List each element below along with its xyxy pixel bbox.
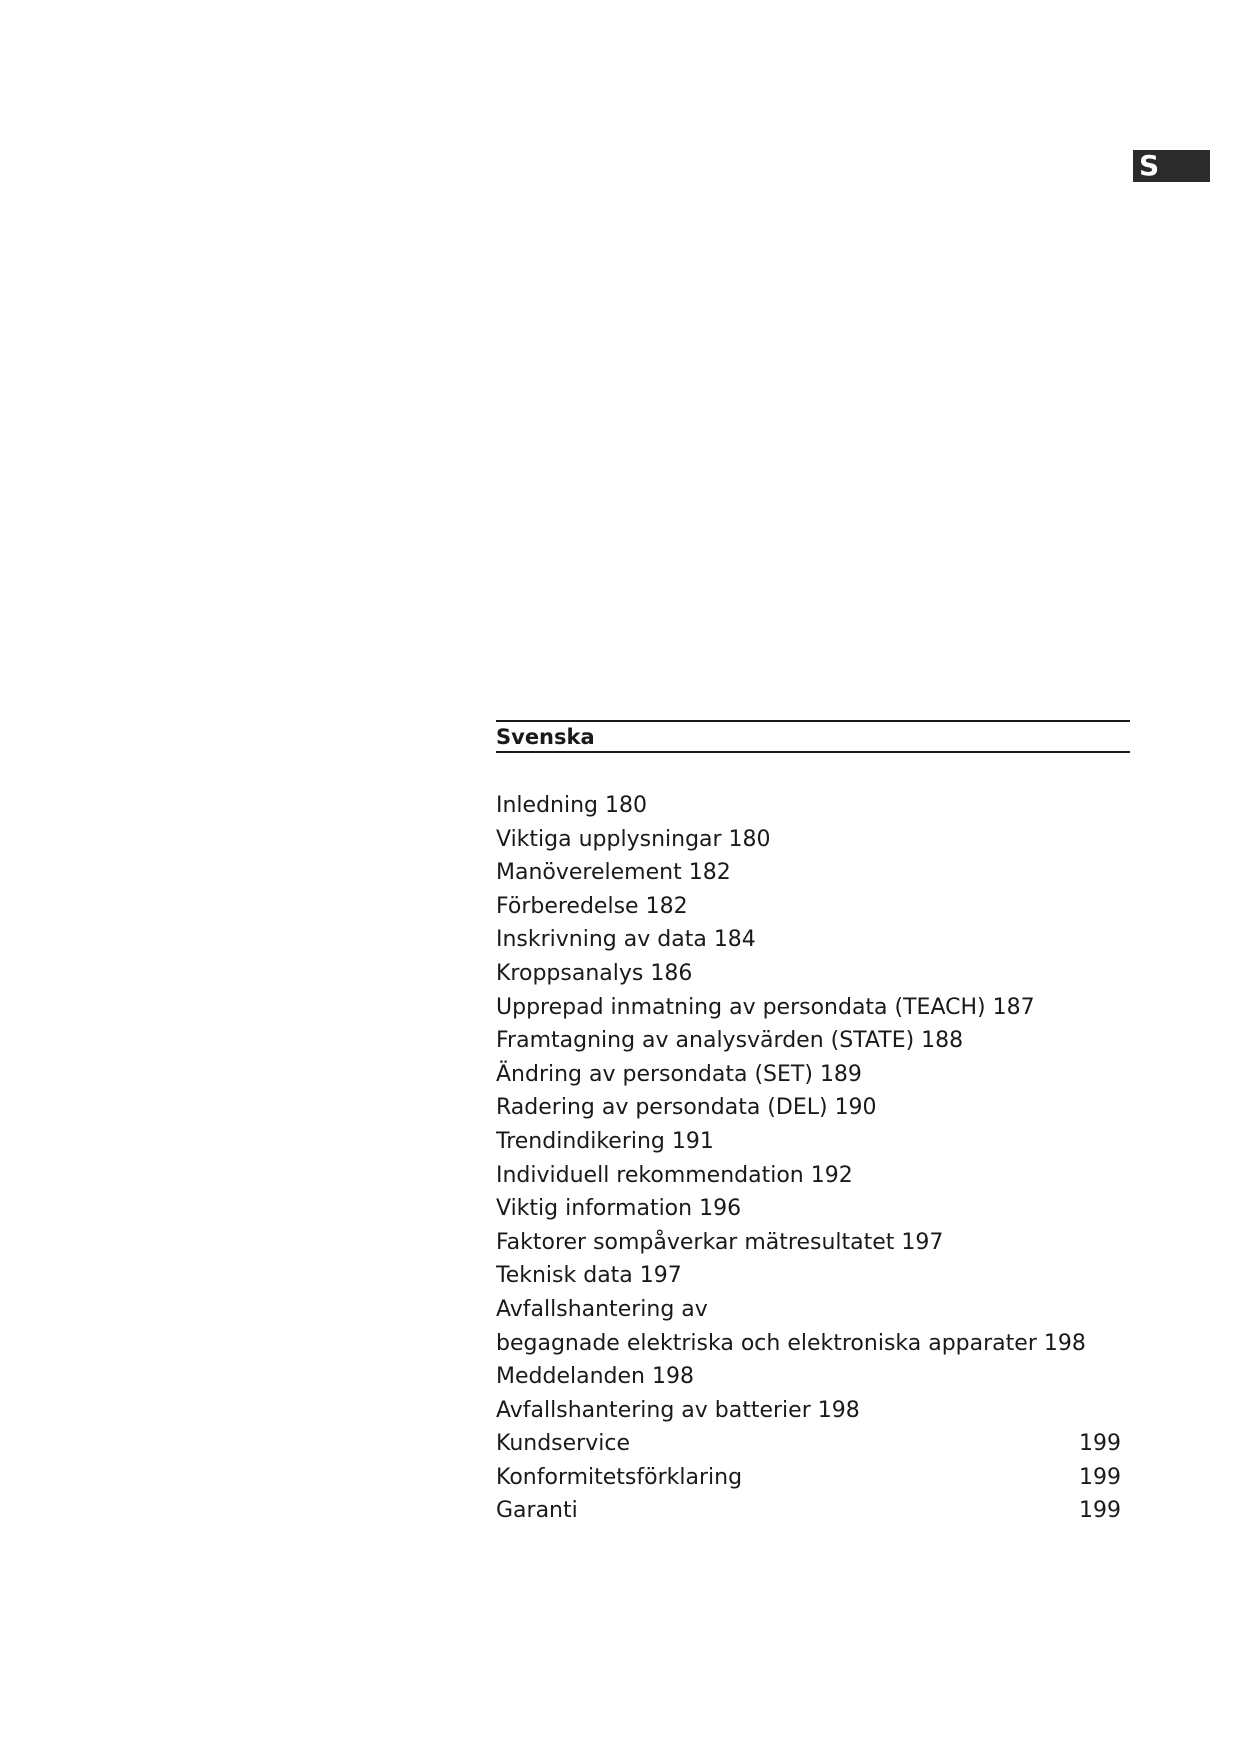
toc-entry-page: 197 [901,1229,944,1255]
toc-entry[interactable] [496,1327,1130,1361]
toc-entry[interactable] [496,1360,1130,1394]
toc-entry-title: Konformitetsförklaring [496,1464,743,1490]
toc-entry-page: 197 [639,1263,682,1289]
toc-entry-title: Trendindikering [496,1128,665,1154]
toc-entry-page: 182 [688,860,731,886]
toc-entry-title: Manöverelement [496,860,682,886]
toc-entry[interactable] [496,1293,1130,1327]
toc-entry-page: 199 [1079,1498,1121,1524]
toc-entry-title: Kroppsanalys [496,960,644,986]
toc-entry[interactable] [496,1159,1130,1193]
toc-entry-title: Kundservice [496,1431,630,1457]
toc-entry[interactable] [496,1394,1130,1428]
toc-entry-title: Garanti [496,1498,578,1524]
toc-entry-title: Ändring av persondata (SET) [496,1061,813,1087]
toc-entry[interactable] [496,823,1130,857]
toc-title: Svenska [496,725,595,749]
toc-entry-title: Individuell rekommendation [496,1162,811,1188]
toc-entry-title: Meddelanden [496,1364,645,1390]
toc-entry-page: 198 [817,1397,860,1423]
toc-entry[interactable] [496,1427,1130,1461]
toc-entry[interactable] [496,890,1130,924]
toc-entry[interactable] [496,856,1130,890]
toc-entry-title: Avfallshantering av batterier [496,1397,811,1423]
toc-entry-page: 186 [650,960,693,986]
toc-entry-page: 199 [1079,1431,1121,1457]
language-tab [1133,150,1210,182]
toc-entry-page: 189 [819,1061,862,1087]
toc-entry[interactable] [496,923,1130,957]
toc-entry-page: 198 [1043,1330,1086,1356]
toc-entry[interactable] [496,1091,1130,1125]
toc-entry-title: Avfallshantering av [496,1296,708,1322]
toc-entry[interactable] [496,1125,1130,1159]
toc-entry[interactable] [496,1226,1130,1260]
toc-entry-title: Faktorer sompåverkar mätresultatet [496,1229,895,1255]
toc-entry-page: 180 [605,793,648,818]
toc-entry-title: Teknisk data [496,1263,633,1289]
toc-entry[interactable] [496,1058,1130,1092]
toc-entry[interactable] [496,1461,1130,1495]
toc-entry-page: 191 [671,1128,714,1154]
toc-entry[interactable] [496,991,1130,1025]
toc-entry-page: 198 [651,1364,694,1390]
language-tab-letter: S [1139,149,1160,182]
toc-entry-page: 187 [992,994,1035,1020]
toc-entry[interactable] [496,957,1130,991]
toc-entry-page: 180 [728,826,771,852]
toc-entry-title: Förberedelse [496,893,639,919]
toc-entry-page: 182 [645,893,688,919]
toc-entry-title: Inledning [496,793,599,818]
toc-entry-title: Framtagning av analysvärden (STATE) [496,1028,915,1054]
toc-entry[interactable] [496,1494,1130,1528]
toc-bottom-rule [496,751,1130,753]
toc-entry-page: 190 [834,1095,877,1121]
toc-entry[interactable] [496,789,1130,823]
toc-entry-title: Inskrivning av data [496,927,714,953]
toc-entry-page: 192 [810,1162,853,1188]
toc-entry-page: 196 [699,1196,742,1222]
toc-entry-page: 184 [713,927,756,953]
toc-entry-title: Viktig information [496,1196,693,1222]
toc-entry[interactable] [496,1259,1130,1293]
toc-entry-title: begagnade elektriska och elektroniska apparater [496,1330,1044,1356]
toc-entry-page: 188 [921,1028,964,1054]
toc-entry[interactable] [496,1192,1130,1226]
toc-entry-title: Upprepad inmatning av persondata (TEACH) [496,994,986,1020]
toc-entry-title: Radering av persondata (DEL) [496,1095,828,1121]
table-of-contents [496,720,1130,1528]
toc-entry[interactable] [496,1024,1130,1058]
toc-list [496,789,1130,1528]
toc-entry-title: Viktiga upplysningar [496,826,729,852]
toc-entry-page: 199 [1079,1464,1121,1490]
